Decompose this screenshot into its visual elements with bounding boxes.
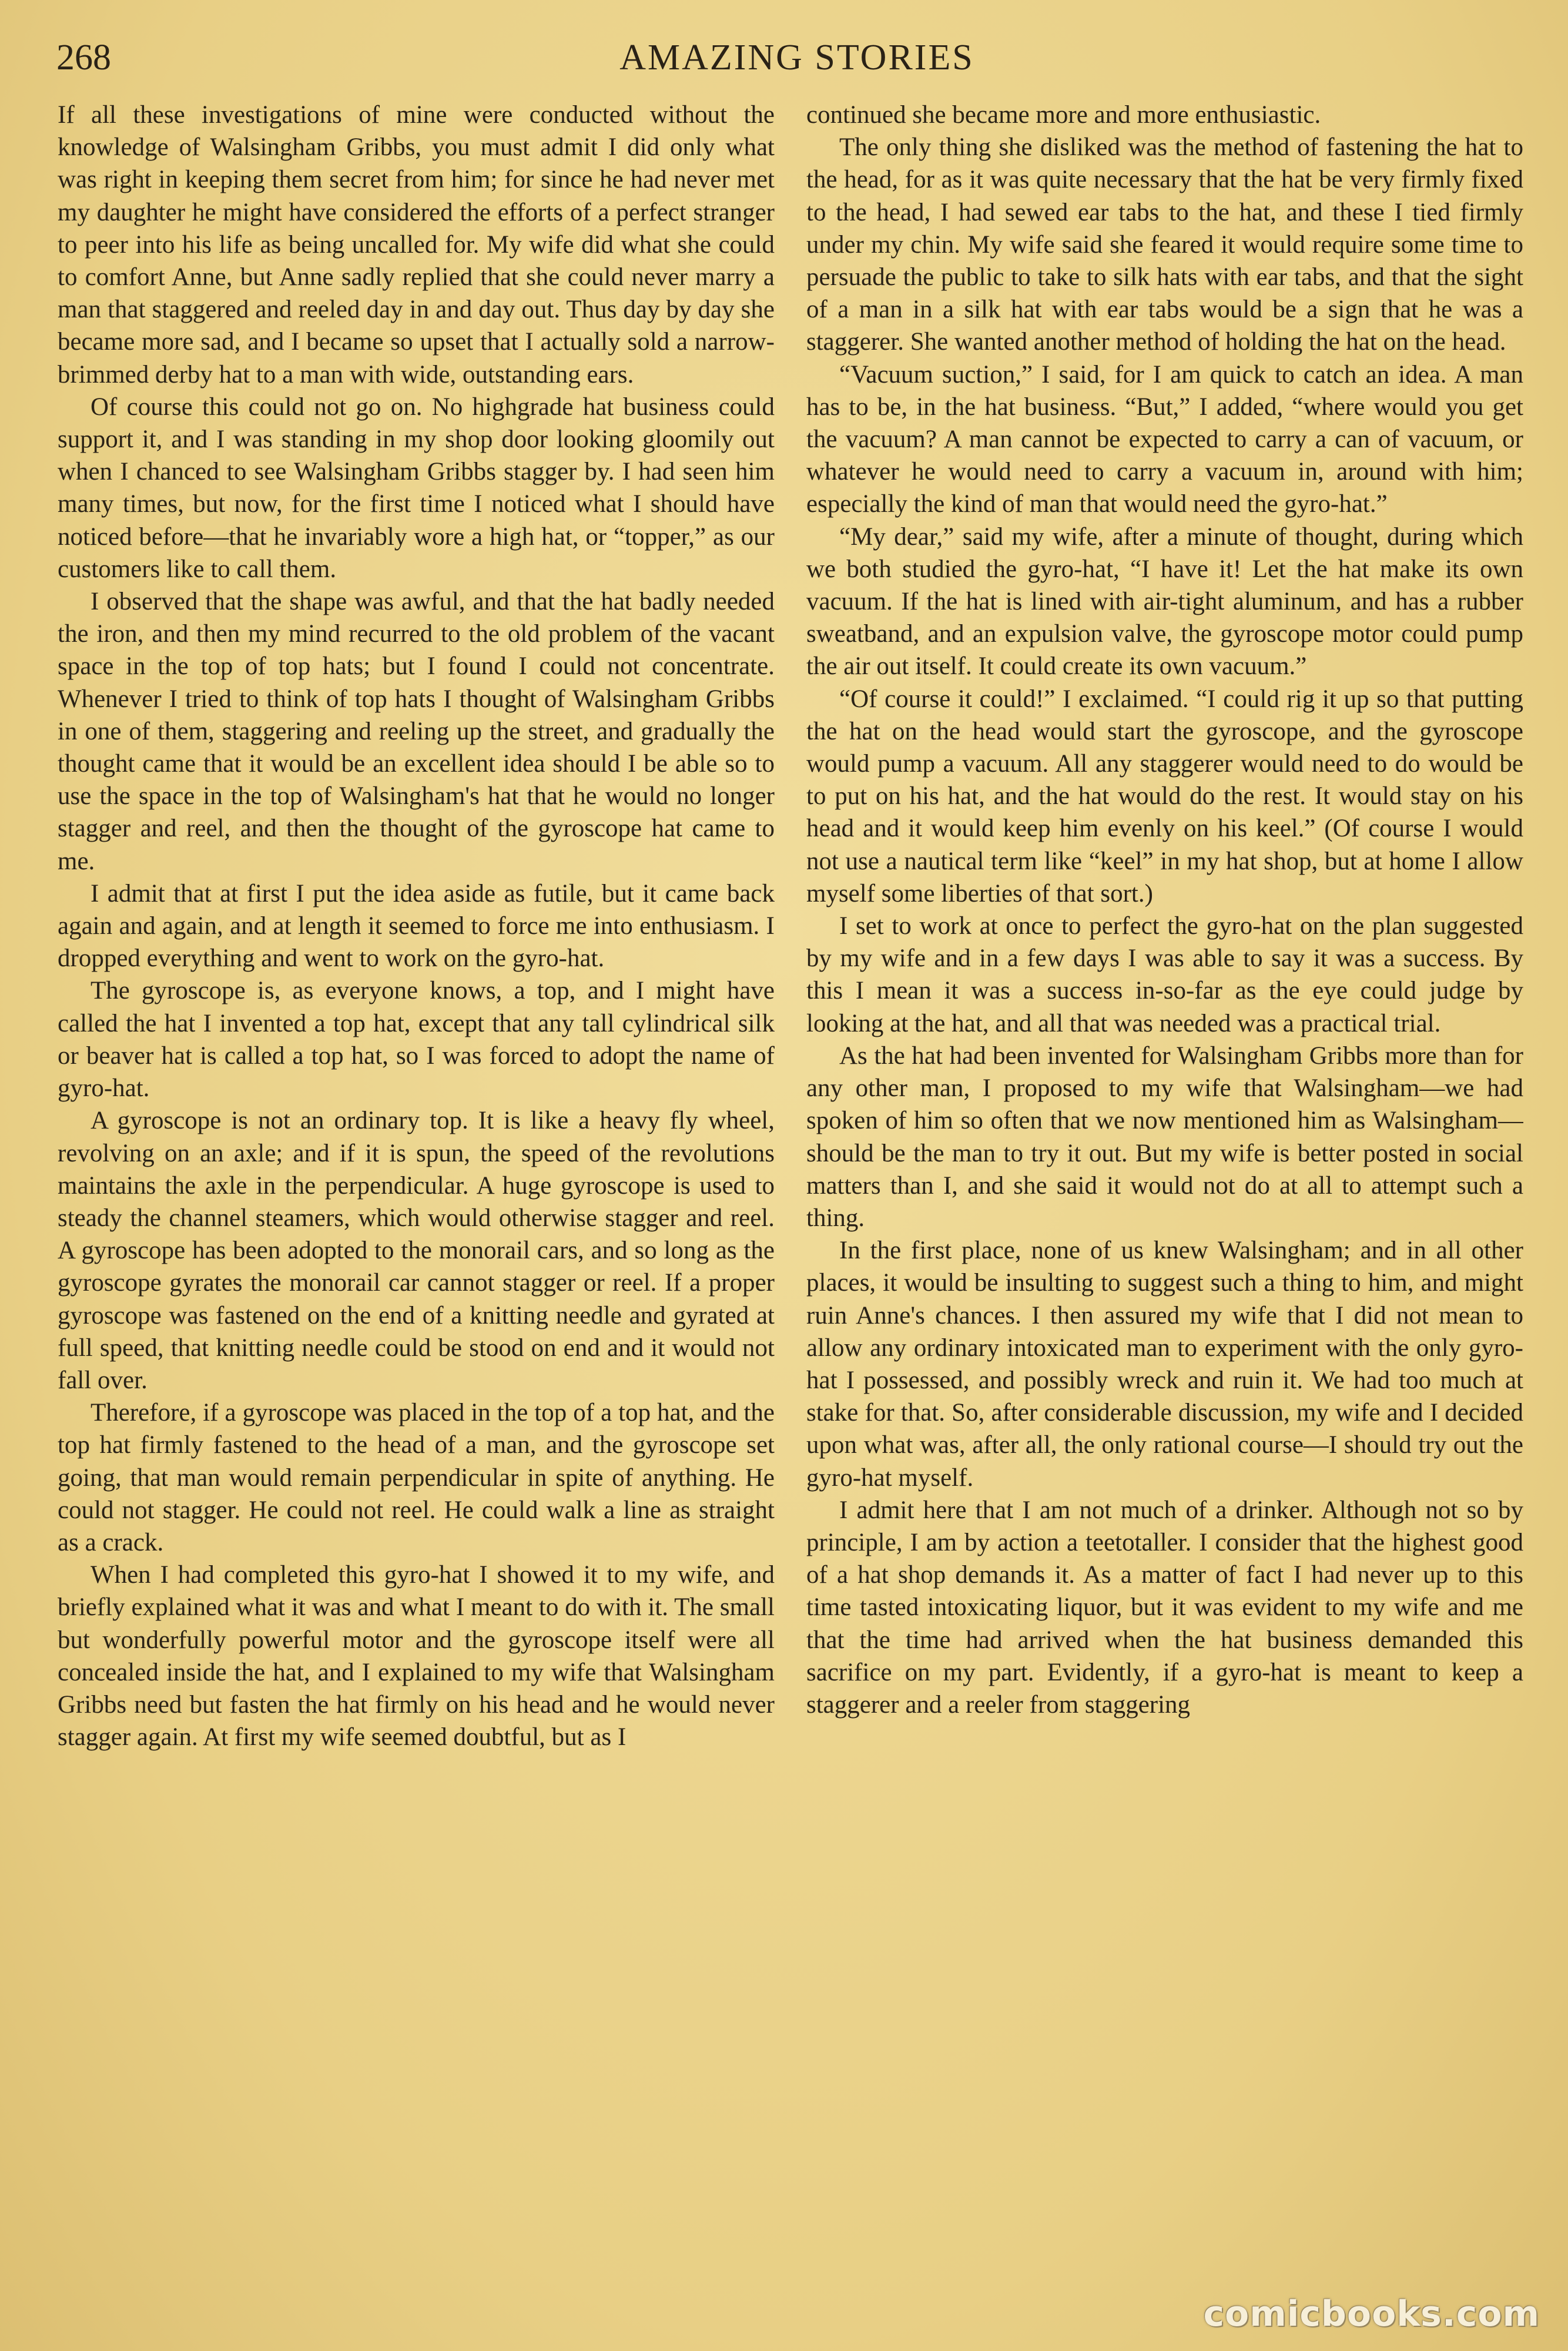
site-watermark: comicbooks.com <box>1203 2293 1540 2335</box>
paragraph: I admit that at first I put the idea aside as futile, but it came back again and again, and at length it seemed to force me into enthusiasm. I dropped everything and went to work on the gyro-hat. <box>58 879 775 973</box>
paragraph: When I had completed this gyro-hat I showed it to my wife, and briefly explained what it was and what I meant to do with it. The small but wonderfully powerful motor and the gyroscope itself were all concealed inside the hat, and I explained to my wife that Walsingham Gribbs need but fasten the hat firmly on his head and he would never stagger again. At first my wife seemed doubtful, but as I <box>58 1561 775 1751</box>
paragraph: “My dear,” said my wife, after a minute of thought, during which we both studied the gyro-hat, “I have it! Let the hat make its own vacuum. If the hat is lined with air-tight aluminum, and has a rubber sweatband, and an expulsion valve, the gyroscope motor could pump the air out itself. It could create its own vacuum.” <box>806 523 1523 681</box>
right-column <box>806 99 1523 2297</box>
paragraph: As the hat had been invented for Walsingham Gribbs more than for any other man, I proposed to my wife that Walsingham—we had spoken of him so often that we now mentioned him as Walsingham—should be the man to try it out. But my wife is better posted in social matters than I, and she said it would not do at all to attempt such a thing. <box>806 1041 1523 1232</box>
paragraph: continued she became more and more enthusiastic. <box>806 101 1321 129</box>
paragraph: Of course this could not go on. No highgrade hat business could support it, and I was standing in my shop door looking gloomily out when I chanced to see Walsingham Gribbs stagger by. I had seen him many times, but now, for the first time I noticed what I should have noticed before—that he invariably wore a high hat, or “topper,” as our customers like to call them. <box>58 393 775 583</box>
paragraph: If all these investigations of mine were conducted without the knowledge of Walsingham Gribbs, you must admit I did only what was right in keeping them secret from him; for since he had never met my daughter he might have considered the efforts of a perfect stranger to peer into his life as being uncalled for. My wife did what she could to comfort Anne, but Anne sadly replied that she could never marry a man that staggered and reeled day in and day out. Thus day by day she became more sad, and I became so upset that I actually sold a narrow-brimmed derby hat to a man with wide, outstanding ears. <box>58 101 775 389</box>
paragraph: Therefore, if a gyroscope was placed in the top of a top hat, and the top hat firmly fastened to the head of a man, and the gyroscope set going, that man would remain perpendicular in spite of anything. He could not stagger. He could not reel. He could walk a line as straight as a crack. <box>58 1399 775 1556</box>
paragraph: The only thing she disliked was the method of fastening the hat to the head, for as it was quite necessary that the hat be very firmly fixed to the head, I had sewed ear tabs to the hat, and these I tied firmly under my chin. My wife said she feared it would require some time to persuade the public to take to silk hats with ear tabs, and that the sight of a man in a silk hat with ear tabs would be a sign that he was a staggerer. She wanted another method of holding the hat on the head. <box>806 133 1523 356</box>
paragraph: I admit here that I am not much of a drinker. Although not so by principle, I am by action a teetotaller. I consider that the highest good of a hat shop demands it. As a matter of fact I had never up to this time tasted intoxicating liquor, but it was evident to my wife and me that the time had arrived when the hat business demanded this sacrifice on my part. Evidently, if a gyro-hat is meant to keep a staggerer and a reeler from staggering <box>806 1496 1523 1719</box>
paragraph: “Of course it could!” I exclaimed. “I could rig it up so that putting the hat on the head would start the gyroscope, and the gyroscope would pump a vacuum. All any staggerer would need to do would be to put on his hat, and the hat would do the rest. It would stay on his head and it would keep him evenly on his keel.” (Of course I would not use a nautical term like “keel” in my hat shop, but at home I allow myself some liberties of that sort.) <box>806 685 1523 907</box>
running-title: AMAZING STORIES <box>619 38 974 78</box>
left-column <box>58 99 775 2297</box>
paragraph: The gyroscope is, as everyone knows, a top, and I might have called the hat I invented a top hat, except that any tall cylindrical silk or beaver hat is called a top hat, so I was forced to adopt the name of gyro-hat. <box>58 977 775 1103</box>
paragraph: “Vacuum suction,” I said, for I am quick to catch an idea. A man has to be, in the hat business. “But,” I added, “where would you get the vacuum? A man cannot be expected to carry a can of vacuum, or whatever he would need to carry a vacuum in, around with him; especially the kind of man that would need the gyro-hat.” <box>806 360 1523 518</box>
paragraph: In the first place, none of us knew Walsingham; and in all other places, it would be insulting to suggest such a thing to him, and might ruin Anne's chances. I then assured my wife that I did not mean to allow any ordinary intoxicated man to experiment with the only gyro-hat I possessed, and possibly wreck and ruin it. We had too much at stake for that. So, after considerable discussion, my wife and I decided upon what was, after all, the only rational course—I should try out the gyro-hat myself. <box>806 1237 1523 1492</box>
page-header <box>56 34 1537 81</box>
paragraph: A gyroscope is not an ordinary top. It is like a heavy fly wheel, revolving on an axle; and if it is spun, the speed of the revolutions maintains the axle in the perpendicular. A huge gyroscope is used to steady the channel steamers, which would otherwise stagger and reel. A gyroscope has been adopted to the monorail cars, and so long as the gyroscope gyrates the monorail car cannot stagger or reel. If a proper gyroscope was fastened on the end of a knitting needle and gyrated at full speed, that knitting needle could be stood on end and it would not fall over. <box>58 1107 775 1394</box>
page-number: 268 <box>56 38 111 78</box>
paragraph: I observed that the shape was awful, and that the hat badly needed the iron, and then my mind recurred to the old problem of the vacant space in the top of top hats; but I found I could not concentrate. Whenever I tried to think of top hats I thought of Walsingham Gribbs in one of them, staggering and reeling up the street, and gradually the thought came that it would be an excellent idea should I be able so to use the space in the top of Walsingham's hat that he would no longer stagger and reel, and then the thought of the gyroscope hat came to me. <box>58 588 775 875</box>
paragraph: I set to work at once to perfect the gyro-hat on the plan suggested by my wife and in a few days I was able to say it was a success. By this I mean it was a success in-so-far as the eye could judge by looking at the hat, and all that was needed was a practical trial. <box>806 912 1523 1037</box>
